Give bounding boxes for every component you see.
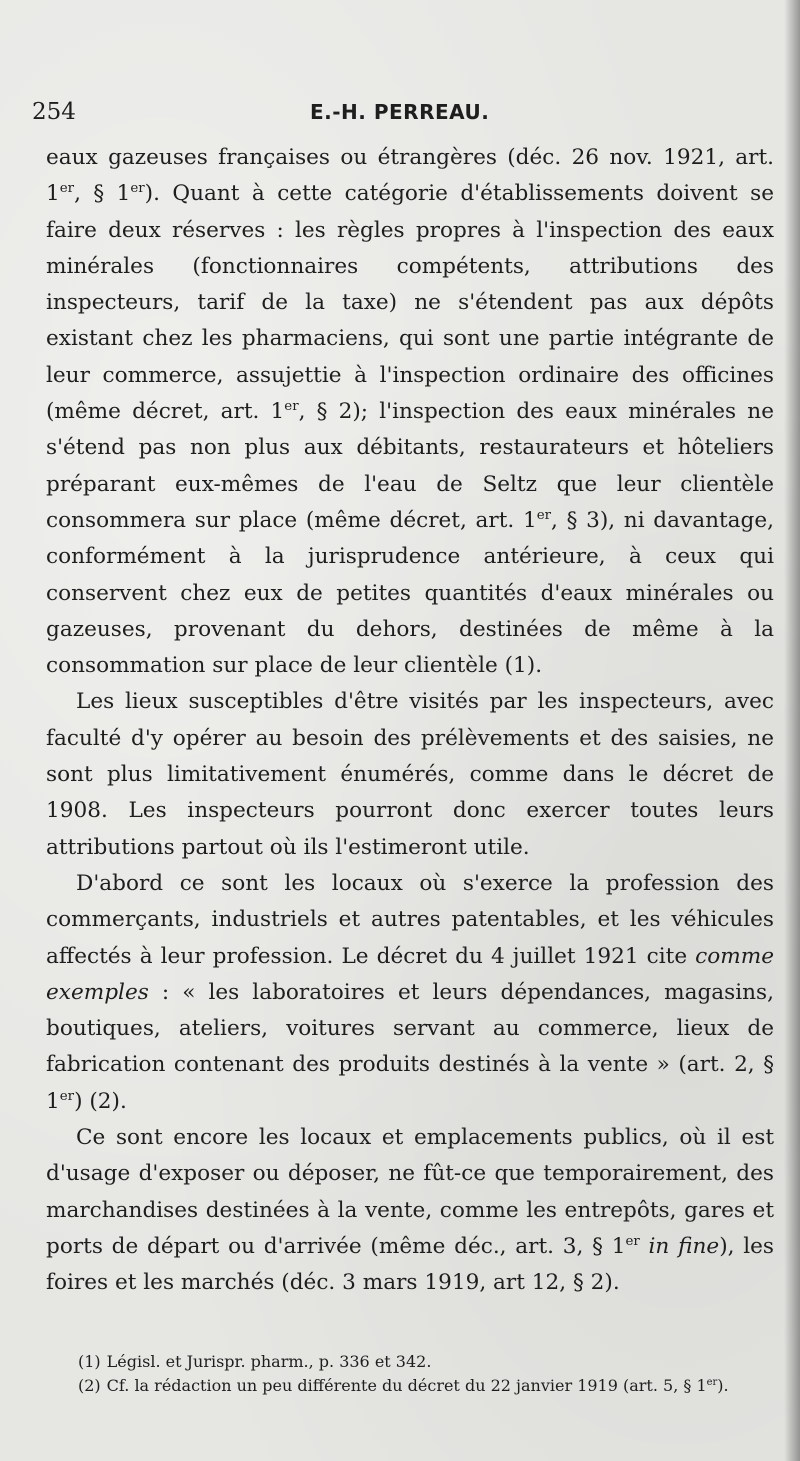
text-span: D'abord ce sont les locaux où s'exerce la profession des commerçants, industriels et autres patentables, et les véhicules affectés à leur profession. Le décret du 4 juillet 1921 cite	[46, 870, 774, 969]
text-span	[640, 1234, 649, 1259]
text-span: ). Quant à cette catégorie d'établissements doivent se faire deux réserves : les règles propres à l'inspection des eaux minérales (fonctionnaires compétents, attributions des inspecteurs, tarif de la taxe) ne s'étendent pas aux dépôts existant chez les pharmaciens, qui sont une partie intégrante de leur commerce, assujettie à l'inspection ordinaire des officines (même décret, art. 1	[46, 181, 774, 425]
page-number: 254	[32, 99, 76, 125]
text-span: , § 3), ni davantage, conformément à la jurisprudence antérieure, à ceux qui conservent chez eux de petites quantités d'eaux minérales ou gazeuses, provenant du dehors, destinées de même à la consommation sur place de leur clientèle (1).	[46, 507, 775, 679]
footnote-1	[48, 1350, 778, 1374]
italic-span: comme exemples	[46, 943, 774, 1005]
text-span: eaux gazeuses françaises ou étrangères (déc. 26 nov. 1921, art. 1	[46, 145, 774, 207]
binding-shadow	[784, 0, 800, 1461]
text-span: : « les laboratoires et leurs dépendances, magasins, boutiques, ateliers, voitures servant au commerce, lieux de fabrication contenant des produits destinés à la vente » (art. 2, § 1	[46, 979, 774, 1114]
footnote-text: Législ. et Jurispr. pharm., p. 336 et 342.	[106, 1352, 432, 1371]
superscript: er	[59, 1088, 75, 1104]
paragraph-4	[46, 1120, 774, 1301]
superscript: er	[59, 181, 75, 197]
paragraph-1	[46, 140, 774, 684]
superscript: er	[130, 181, 145, 197]
text-span: Ce sont encore les locaux et emplacements publics, où il est d'usage d'exposer ou déposer, ne fût-ce que temporairement, des marchandises destinées à la vente, comme les entrepôts, gares et ports de départ ou d'arrivée (même déc., art. 3, § 1	[46, 1125, 774, 1259]
superscript: er	[706, 1377, 718, 1389]
text-span: ) (2).	[74, 1088, 127, 1114]
footnote-text: Cf. la rédaction un peu différente du décret du 22 janvier 1919 (art. 5, § 1	[106, 1376, 707, 1395]
paragraph-3	[46, 866, 774, 1120]
text-span: ), les foires et les marchés (déc. 3 mars 1919, art 12, § 2).	[46, 1233, 774, 1296]
footnote-number: (2)	[78, 1376, 101, 1395]
footnote-number: (1)	[78, 1352, 101, 1371]
text-span: , § 2); l'inspection des eaux minérales ne s'étend pas non plus aux débitants, restaurateurs et hôteliers préparant eux-mêmes de l'eau de Seltz que leur clientèle consommera sur place (même décret, art. 1	[46, 399, 774, 533]
italic-span: in fine	[648, 1233, 720, 1259]
footnote-2	[48, 1374, 778, 1398]
body-text	[46, 140, 774, 1302]
superscript: er	[625, 1233, 640, 1249]
page-header	[30, 96, 770, 128]
footnote-text: ).	[717, 1376, 729, 1395]
running-head: E.-H. PERREAU.	[310, 100, 490, 124]
paragraph-2: Les lieux susceptibles d'être visités par les inspecteurs, avec faculté d'y opérer au besoin des prélèvements et des saisies, ne sont plus limitativement énumérés, comme dans le décret de 1908. Les inspecteurs pourront donc exercer toutes leurs attributions partout où ils l'estimeront utile.	[46, 689, 774, 860]
text-span: , § 1	[74, 181, 131, 207]
superscript: er	[536, 507, 552, 523]
superscript: er	[284, 399, 299, 415]
footnotes	[48, 1350, 778, 1398]
